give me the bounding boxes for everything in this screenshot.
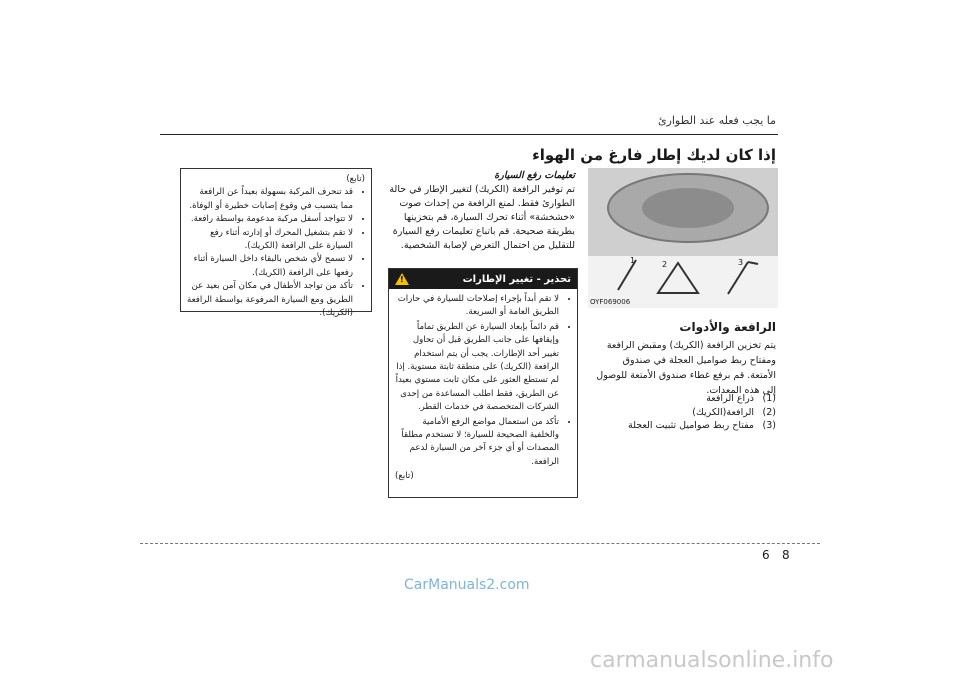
footer-mark: carmanualsonline.info — [590, 648, 834, 673]
jack-items-list — [591, 392, 776, 433]
warning-item: • تأكد من تواجد الأطفال في مكان آمن بعيد عن الطريق ومع السيارة المرفوعة بواسطة الرافعة (الكريك). — [187, 280, 353, 320]
list-item: (2) الرافعة(الكريك) — [692, 406, 776, 418]
warning-box — [388, 268, 578, 498]
warning-item: • لا تسمح لأي شخص بالبقاء داخل السيارة أثناء رفعها على الرافعة (الكريك). — [187, 253, 353, 280]
chapter-number: 6 — [762, 548, 770, 562]
photo-code: OYF069006 — [590, 298, 631, 306]
callout-1: 1 — [630, 256, 636, 265]
warning-item: • قد تنحرف المركبة بسهولة بعيداً عن الرافعة مما يتسبب في وقوع إصابات خطيرة أو الوفاة. — [187, 186, 353, 213]
jacking-text: تم توفير الرافعة (الكريك) لتغيير الإطار في حالة الطوارئ فقط. لمنع الرافعة من إحداث صوت «خشخشة» أثناء تحرك السيارة، قم بتخزينها بطريقة صحيحة. قم باتباع تعليمات رفع السيارة للتقليل من احتمال التعرض لإصابة الشخصية. — [389, 184, 575, 251]
page-number: 8 — [782, 548, 790, 562]
chapter-header: ما يجب فعله عند الطوارئ — [657, 114, 776, 127]
jacking-instructions — [385, 170, 575, 253]
list-item: (1) ذراع الرافعة — [706, 393, 776, 404]
warning-continued: (تابع) — [395, 471, 414, 482]
callout-3: 3 — [738, 258, 744, 267]
list-item: (3) مفتاح ربط صواميل تثبيت العجلة — [628, 420, 776, 431]
warning-item: • تأكد من استعمال مواضع الرفع الأمامية والخلفية الصحيحة للسيارة؛ لا تستخدم مطلقاً المصدات أو أي جزء آخر من السيارة لدعم الرافعة. — [395, 416, 559, 470]
warning-triangle-icon: ! — [395, 273, 409, 285]
callout-2: 2 — [662, 260, 668, 269]
continued-label: (تابع) — [346, 174, 365, 184]
warning-title: تحذير - تغيير الإطارات — [462, 273, 571, 285]
section-title: إذا كان لديك إطار فارغ من الهواء — [532, 146, 776, 164]
warning-item: • لا تقم أبداً بإجراء إصلاحات للسيارة في حارات الطريق العامة أو السريعة. — [395, 293, 559, 320]
jacking-heading: تعليمات رفع السيارة — [494, 170, 575, 181]
header-rule — [160, 134, 778, 135]
warning-item: • لا تتواجد أسفل مركبة مدعومة بواسطة رافعة. — [187, 213, 353, 226]
warning-item: • قم دائماً بإبعاد السيارة عن الطريق تماماً وإيقافها على جانب الطريق قبل أن تحاول تغيير أحد الإطارات. يجب أن يتم استخدام الرافعة (الكريك) على منطقة ثابتة مستوية. إذا لم تستطع العثور على مكان ثابت مستوي بعيداً عن الطريق، فقط اطلب المساعدة من إحدى الشركات المتخصصة في خدمات القطر. — [395, 321, 559, 415]
tools-photo — [588, 168, 778, 308]
jack-section-intro: يتم تخزين الرافعة (الكريك) ومقبض الرافعة ومفتاح ربط صواميل العجلة في صندوق الأمتعة. قم برفع غطاء صندوق الأمتعة للوصول إلى هذه المعدات. — [596, 340, 776, 396]
footer-rule — [140, 543, 820, 544]
watermark: CarManuals2.com — [404, 577, 530, 593]
jack-section-title: الرافعة والأدوات — [679, 320, 776, 334]
warning-item: • لا تقم بتشغيل المحرك أو إدارته أثناء رفع السيارة على الرافعة (الكريك). — [187, 227, 353, 254]
warning-continued-box — [180, 168, 372, 319]
warning-header — [389, 269, 577, 289]
tools-illustration — [588, 168, 778, 308]
